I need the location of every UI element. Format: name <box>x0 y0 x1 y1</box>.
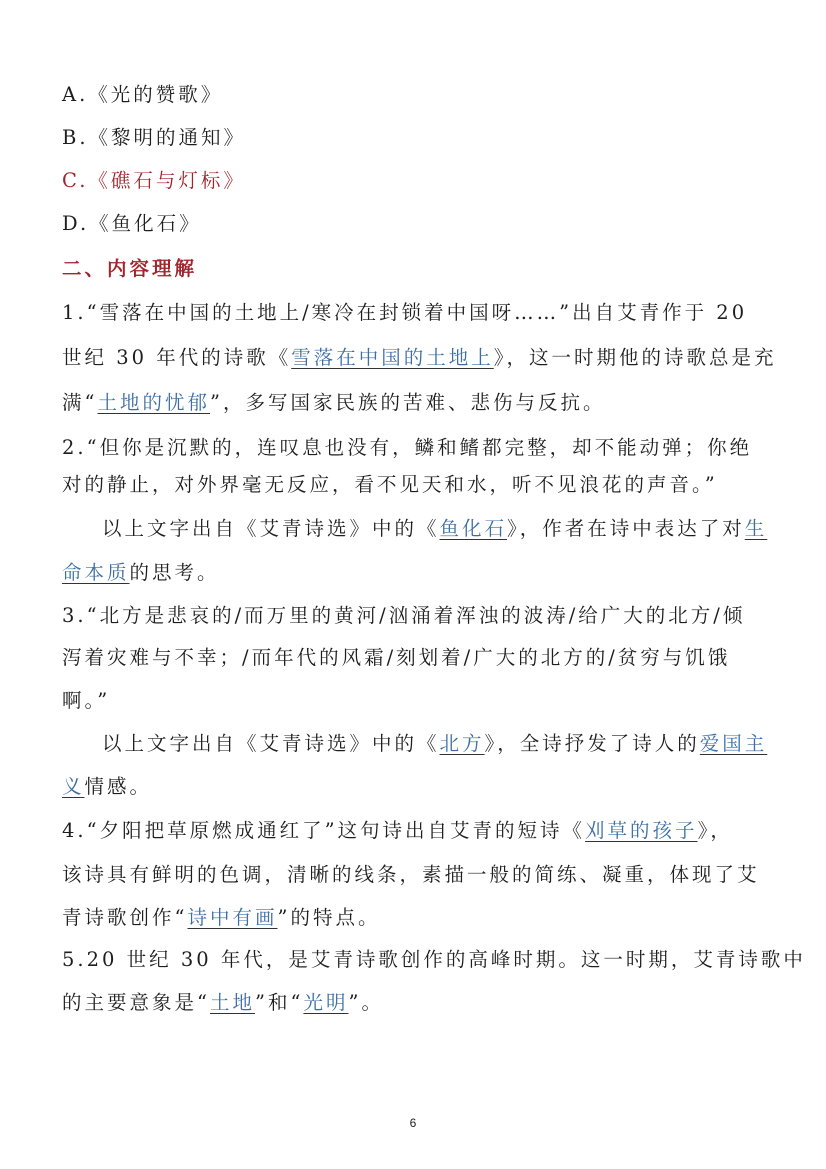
q3-line-5: 义情感。 <box>62 775 153 798</box>
section-title: 二、内容理解 <box>62 257 198 280</box>
q4-answer-1: 刈草的孩子 <box>585 819 698 842</box>
q2-answer-1: 鱼化石 <box>439 517 508 540</box>
q1-line-2: 世纪 30 年代的诗歌《雪落在中国的土地上》，这一时期他的诗歌总是充 <box>62 346 777 369</box>
q3-line-1: 3.“北方是悲哀的/而万里的黄河/汹涌着浑浊的波涛/给广大的北方/倾 <box>62 604 746 627</box>
option-c-correct: C.《礁石与灯标》 <box>62 169 246 192</box>
q2-line-2: 对的静止，对外界毫无反应，看不见天和水，听不见浪花的声音。” <box>62 473 718 496</box>
q5-line-2: 的主要意象是“土地”和“光明”。 <box>62 991 384 1014</box>
q4-line-3: 青诗歌创作“诗中有画”的特点。 <box>62 906 381 929</box>
q2-answer-2b: 命本质 <box>62 561 130 584</box>
q3-line-2: 泻着灾难与不幸；/而年代的风霜/刻划着/广大的北方的/贫穷与饥饿 <box>62 646 731 669</box>
q3-answer-2a: 爱国主 <box>699 732 768 755</box>
q4-answer-2: 诗中有画 <box>187 906 278 929</box>
q3-line-4: 以上文字出自《艾青诗选》中的《北方》，全诗抒发了诗人的爱国主 <box>102 732 768 755</box>
q3-answer-2b: 义 <box>62 775 85 798</box>
option-d: D.《鱼化石》 <box>62 212 202 235</box>
q1-line-1: 1.“雪落在中国的土地上/寒冷在封锁着中国呀……”出自艾青作于 20 <box>62 301 748 324</box>
q4-line-1: 4.“夕阳把草原燃成通红了”这句诗出自艾青的短诗《刈草的孩子》， <box>62 819 733 842</box>
q2-line-3: 以上文字出自《艾青诗选》中的《鱼化石》，作者在诗中表达了对生 <box>102 517 768 540</box>
q1-line-3: 满“土地的忧郁”，多写国家民族的苦难、悲伤与反抗。 <box>62 391 606 414</box>
option-b: B.《黎明的通知》 <box>62 126 247 149</box>
q3-line-3: 啊。” <box>62 689 111 712</box>
q2-line-4: 命本质的思考。 <box>62 561 220 584</box>
q5-answer-2: 光明 <box>303 991 349 1014</box>
q2-line-1: 2.“但你是沉默的，连叹息也没有，鳞和鳍都完整，却不能动弹；你绝 <box>62 436 753 459</box>
option-a: A.《光的赞歌》 <box>62 83 224 106</box>
q5-answer-1: 土地 <box>209 991 255 1014</box>
q5-line-1: 5.20 世纪 30 年代，是艾青诗歌创作的高峰时期。这一时期，艾青诗歌中 <box>62 948 806 971</box>
q3-answer-1: 北方 <box>439 732 485 755</box>
page-number: 6 <box>409 1116 417 1130</box>
q1-answer-1: 雪落在中国的土地上 <box>291 346 494 369</box>
q2-answer-2a: 生 <box>744 517 768 540</box>
q1-answer-2: 土地的忧郁 <box>97 391 210 414</box>
q4-line-2: 该诗具有鲜明的色调，清晰的线条，素描一般的简练、凝重，体现了艾 <box>62 863 760 886</box>
